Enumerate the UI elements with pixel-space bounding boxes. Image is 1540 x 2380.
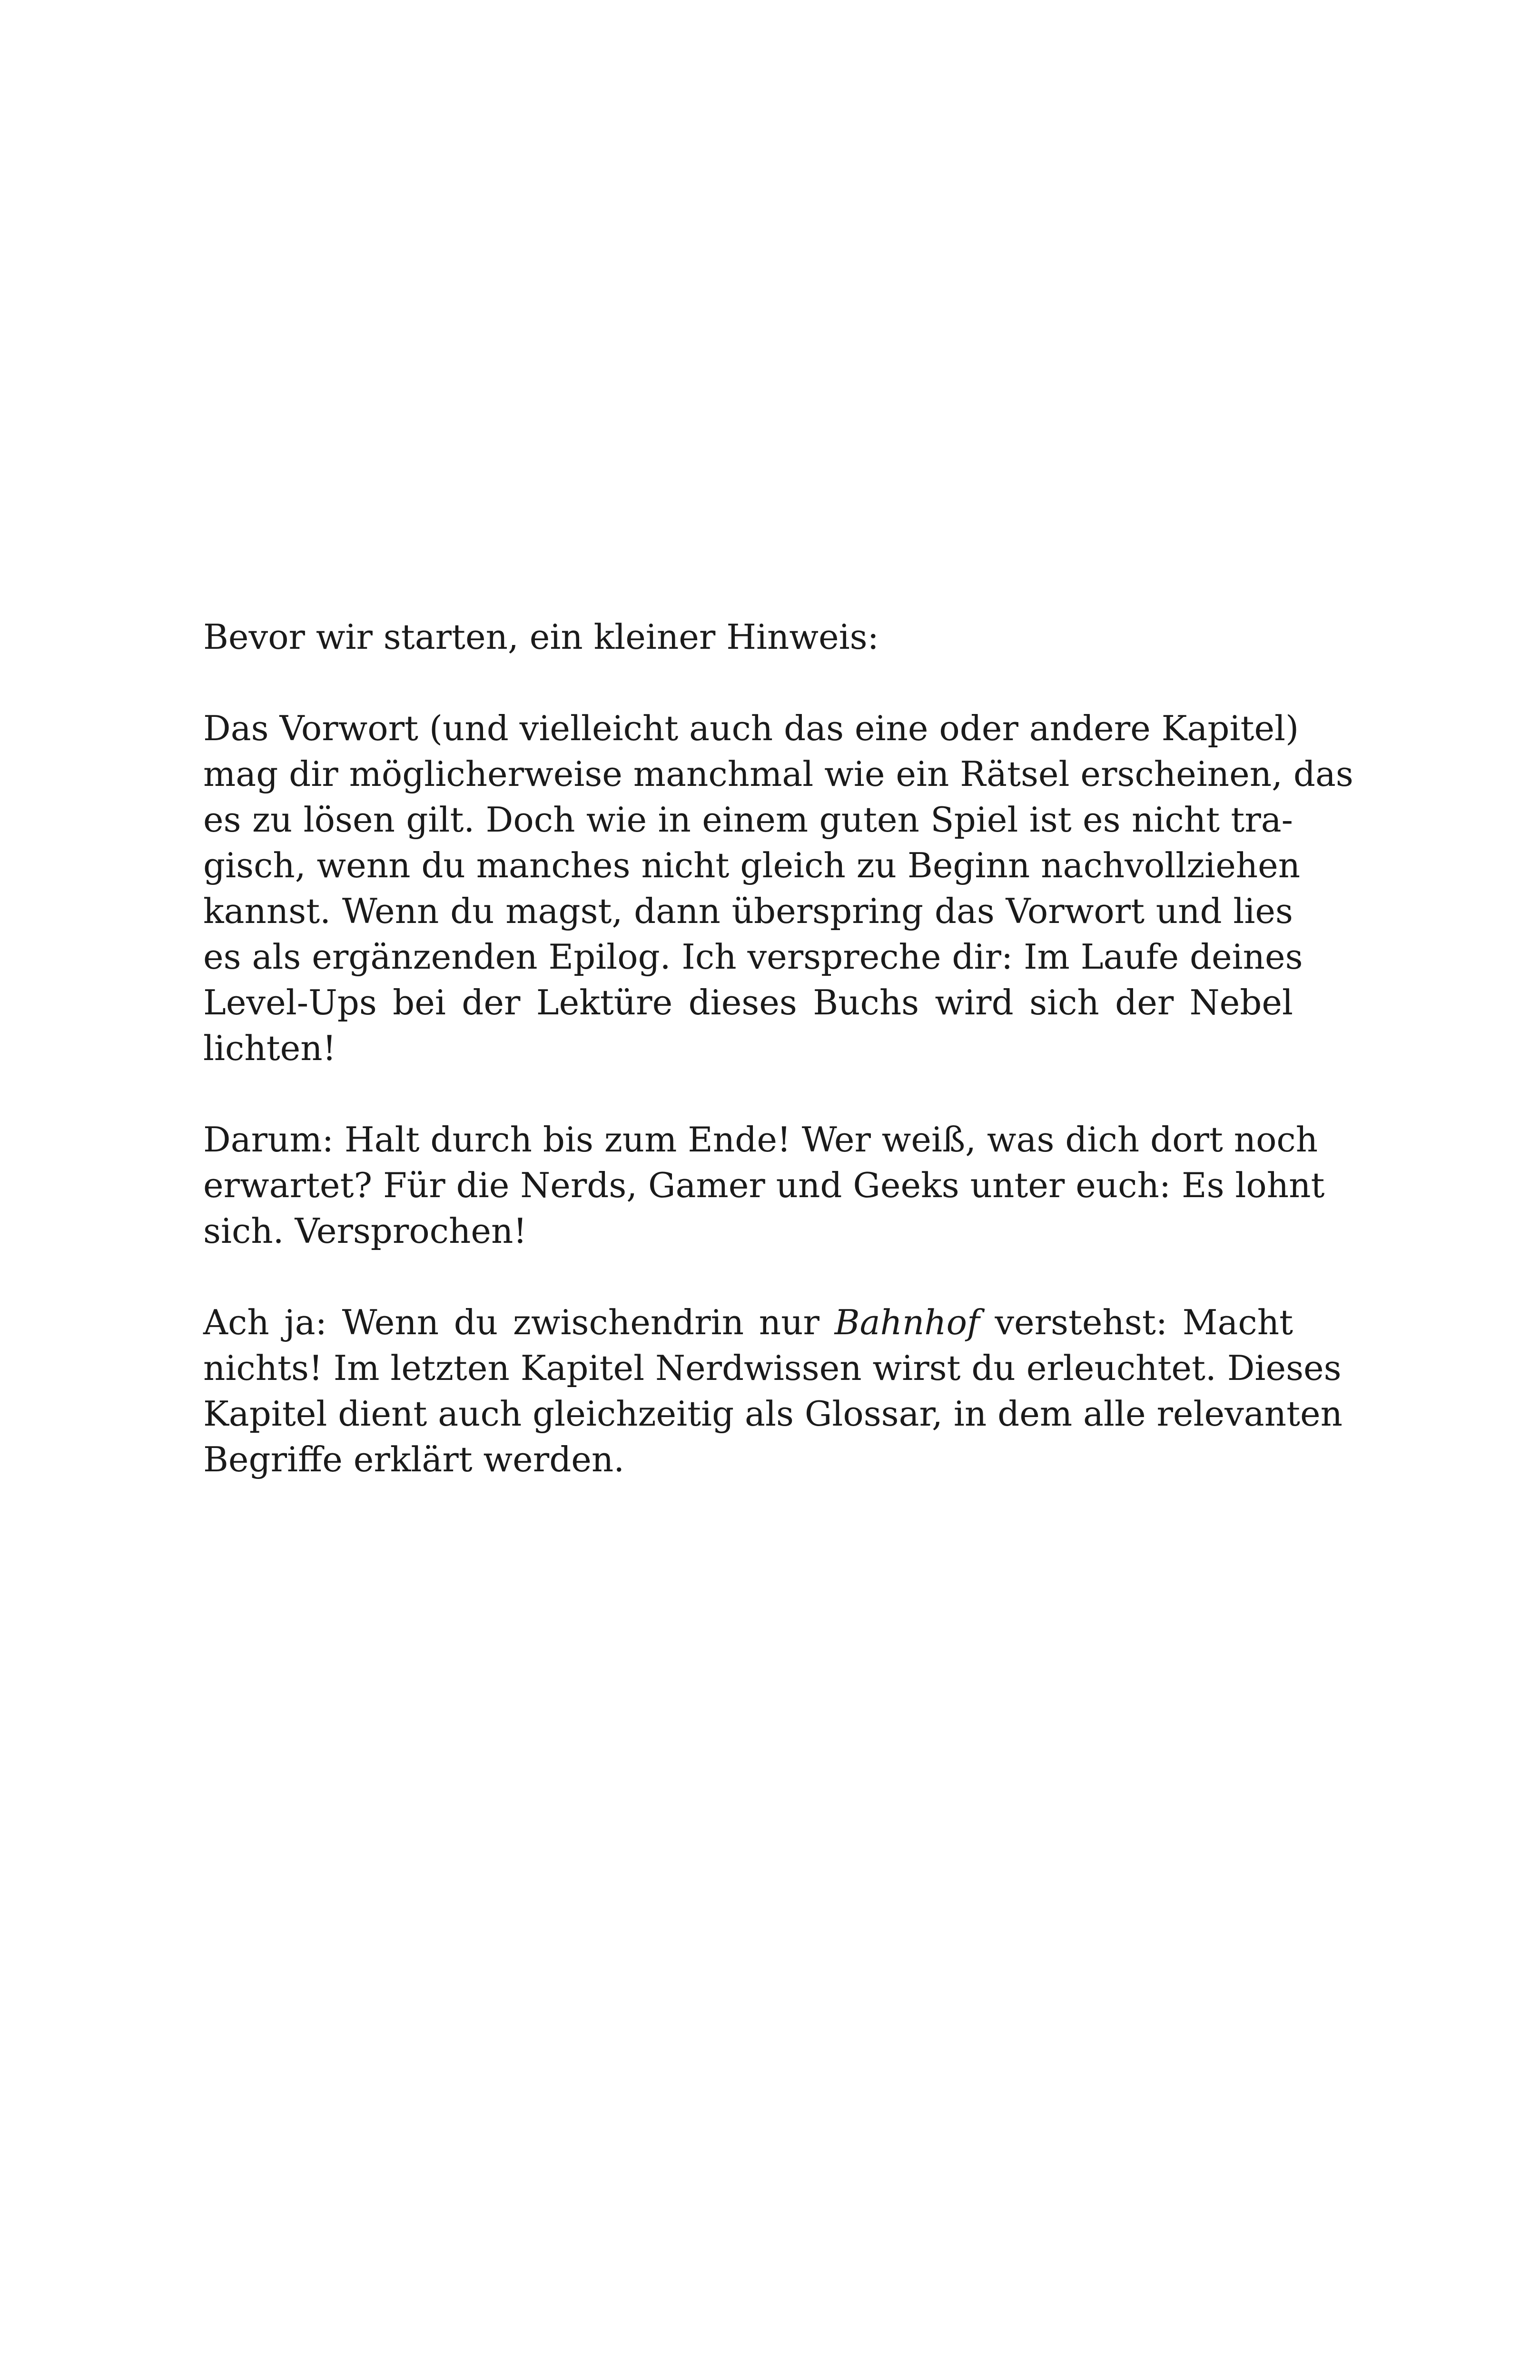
intro-paragraph (203, 614, 1293, 660)
text-line: Das Vorwort (und vielleicht auch das eine oder andere Kapitel) (203, 708, 1299, 748)
text-line: nichts! Im letzten Kapitel Nerdwissen wirst du erleuchtet. Dieses (203, 1348, 1342, 1388)
paragraph-bahnhof (203, 1299, 1343, 1482)
text-line (203, 1299, 1293, 1345)
text-line: Kapitel dient auch gleichzeitig als Glossar, in dem alle relevanten (203, 1394, 1343, 1434)
text-line: mag dir möglicherweise manchmal wie ein Rätsel erscheinen, das (203, 754, 1353, 794)
text-line: sich. Versprochen! (203, 1211, 527, 1251)
italic-term: Bahnhof (834, 1302, 980, 1342)
text-line: gisch, wenn du manches nicht gleich zu Beginn nachvollziehen (203, 845, 1301, 885)
text-line: Level-Ups bei der Lektüre dieses Buchs wird sich der Nebel (203, 982, 1293, 1022)
text-line: Begriffe erklärt werden. (203, 1439, 625, 1479)
text-line: es als ergänzenden Epilog. Ich verspreche dir: Im Laufe deines (203, 937, 1303, 977)
text-line: kannst. Wenn du magst, dann überspring das Vorwort und lies (203, 891, 1293, 931)
body-text (203, 614, 1353, 1528)
text-line: Darum: Halt durch bis zum Ende! Wer weiß, was dich dort noch (203, 1120, 1318, 1160)
intro-line: Bevor wir starten, ein kleiner Hinweis: (203, 617, 879, 657)
text-fragment: Ach ja: Wenn du zwischendrin nur (203, 1302, 835, 1342)
paragraph-durchhalten (203, 1117, 1325, 1254)
text-line: erwartet? Für die Nerds, Gamer und Geeks unter euch: Es lohnt (203, 1165, 1325, 1205)
text-fragment: verstehst: Macht (979, 1302, 1293, 1342)
text-line: es zu lösen gilt. Doch wie in einem guten Spiel ist es nicht tra- (203, 800, 1293, 840)
paragraph-vorwort-hinweis (203, 705, 1353, 1071)
text-line: lichten! (203, 1028, 336, 1068)
